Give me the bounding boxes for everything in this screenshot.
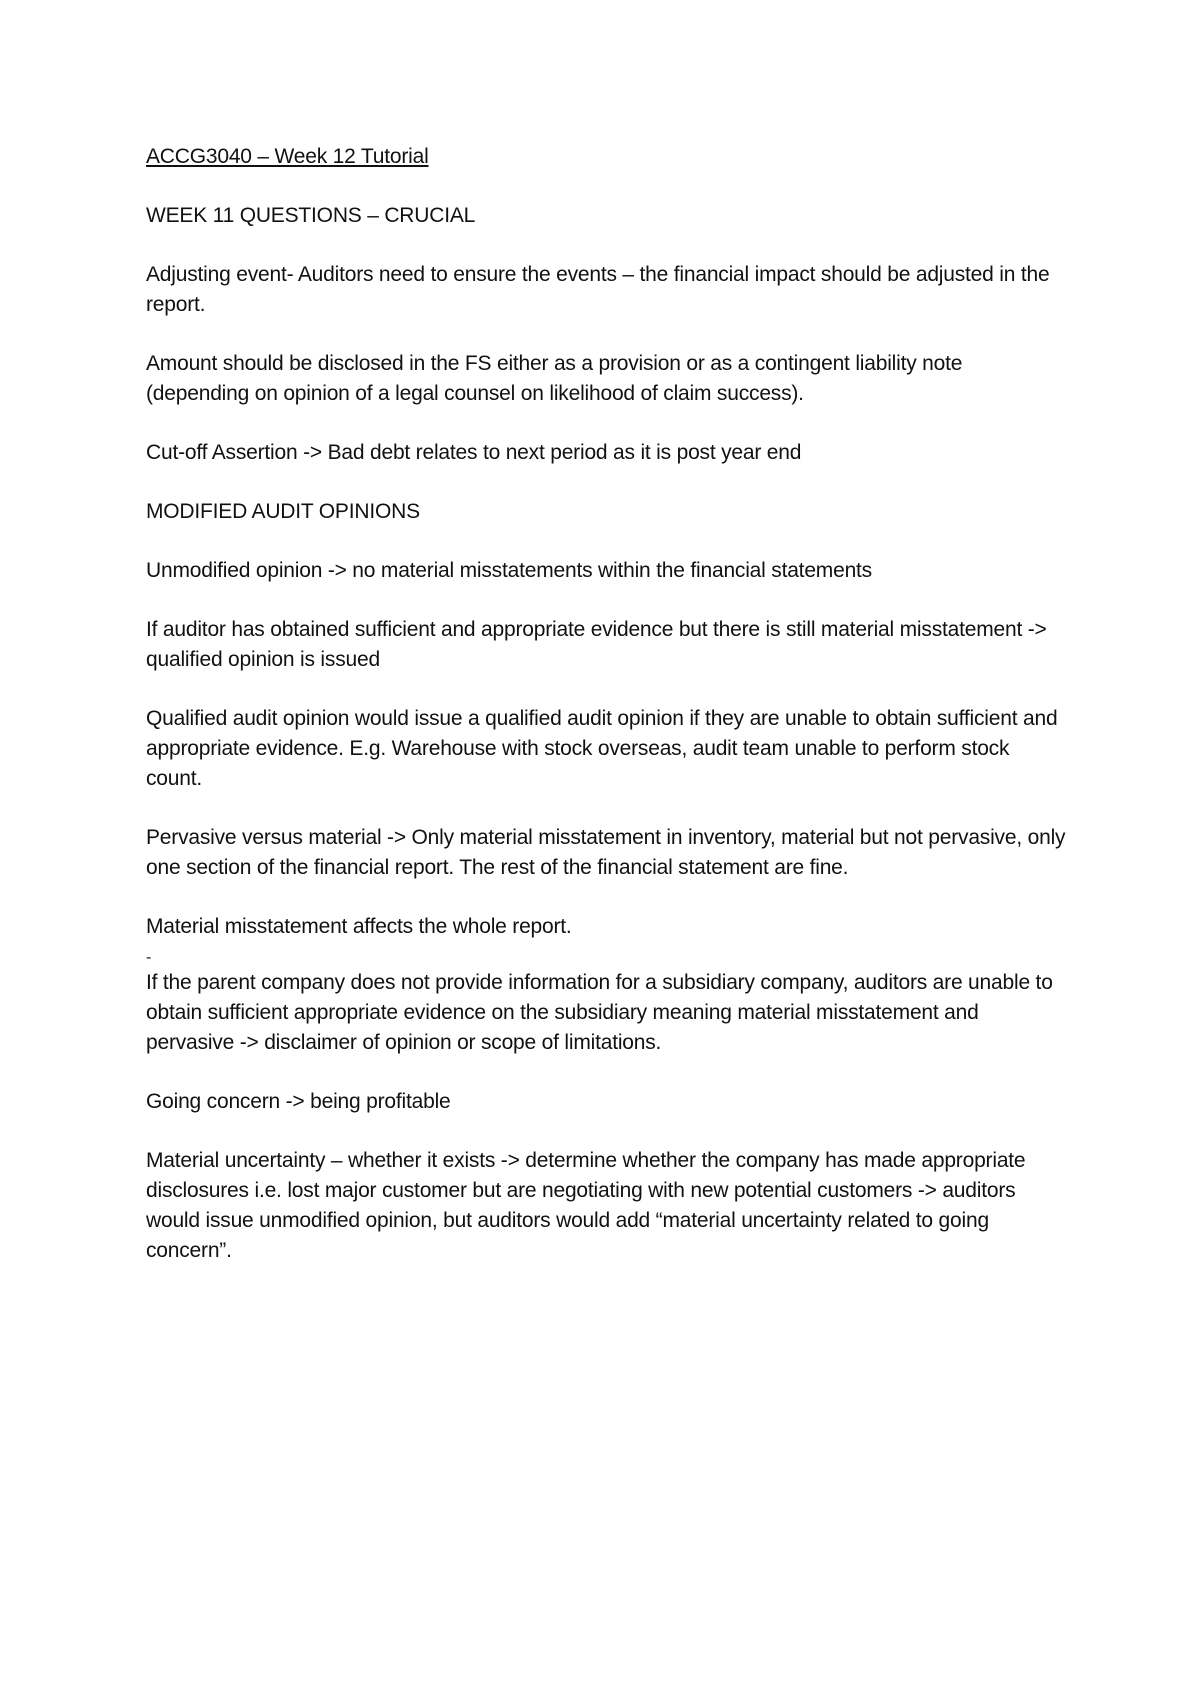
paragraph-adjusting-event: Adjusting event- Auditors need to ensure the events – the financial impact should be adjusted in the report. [146,263,1050,316]
paragraph-parent-company: If the parent company does not provide information for a subsidiary company, auditors are unable to obtain sufficient appropriate evidence on the subsidiary meaning material misstatement and pervasive -> disclaimer of opinion or scope of limitations. [146,971,1053,1054]
paragraph-modified-audit-opinions-heading: MODIFIED AUDIT OPINIONS [146,500,420,523]
paragraph-qualified-audit-opinion: Qualified audit opinion would issue a qualified audit opinion if they are unable to obtain sufficient and appropriate evidence. E.g. Warehouse with stock overseas, audit team unable to perform stock count. [146,707,1058,790]
paragraph-going-concern: Going concern -> being profitable [146,1090,451,1113]
paragraph-material-uncertainty: Material uncertainty – whether it exists -> determine whether the company has made appropriate disclosures i.e. lost major customer but are negotiating with new potential customers -> auditors would issue unmodified opinion, but auditors would add “material uncertainty related to going concern”. [146,1149,1026,1262]
paragraph-week11-heading: WEEK 11 QUESTIONS – CRUCIAL [146,204,476,227]
paragraph-material-misstatement: Material misstatement affects the whole report. [146,915,572,938]
paragraph-cut-off-assertion: Cut-off Assertion -> Bad debt relates to next period as it is post year end [146,441,802,464]
document-body [146,142,1066,1295]
dash-marker: - [146,949,152,966]
document-title: ACCG3040 – Week 12 Tutorial [146,145,429,168]
paragraph-qualified-opinion-issued: If auditor has obtained sufficient and appropriate evidence but there is still material misstatement -> qualified opinion is issued [146,618,1047,671]
paragraph-unmodified-opinion: Unmodified opinion -> no material misstatements within the financial statements [146,559,872,582]
paragraph-pervasive-versus-material: Pervasive versus material -> Only material misstatement in inventory, material but not pervasive, only one section of the financial report. The rest of the financial statement are fine. [146,826,1066,879]
paragraph-amount-disclosed: Amount should be disclosed in the FS either as a provision or as a contingent liability note (depending on opinion of a legal counsel on likelihood of claim success). [146,352,963,405]
